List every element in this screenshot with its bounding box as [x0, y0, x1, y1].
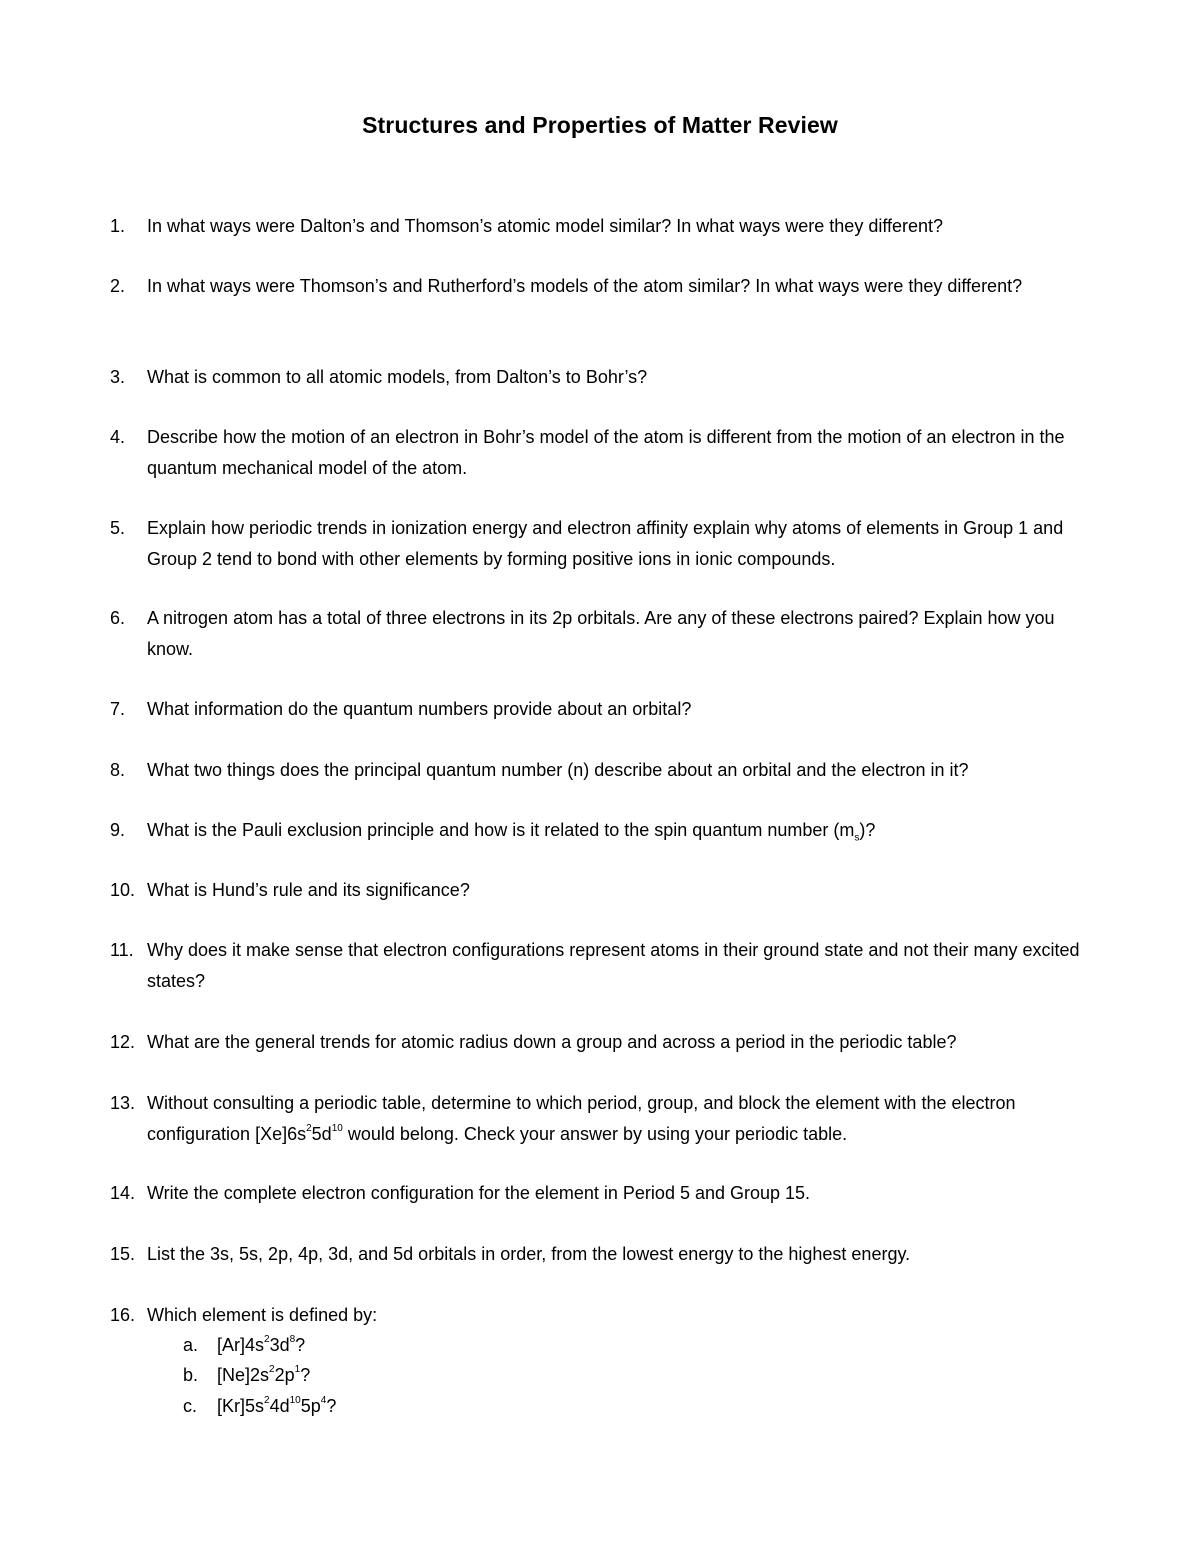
question-8	[110, 755, 1090, 786]
sub-item-text	[217, 1330, 305, 1360]
config-part: 2p	[274, 1365, 295, 1385]
question-text	[147, 1088, 1090, 1149]
sub-item-letter: b.	[183, 1365, 199, 1385]
question-12	[110, 1027, 1090, 1058]
question-number: 10.	[110, 880, 136, 900]
superscript: 8	[289, 1334, 296, 1345]
question-number: 7.	[110, 699, 126, 719]
sub-item-letter: a.	[183, 1335, 199, 1355]
question-number: 3.	[110, 367, 126, 387]
config-part: ?	[326, 1396, 337, 1416]
sub-item-a	[183, 1330, 305, 1360]
superscript: 10	[289, 1395, 301, 1406]
superscript: 2	[264, 1395, 270, 1406]
question-6	[110, 603, 1090, 664]
question-number: 12.	[110, 1032, 136, 1052]
question-15	[110, 1239, 1090, 1270]
question-text: In what ways were Dalton’s and Thomson’s atomic model similar? In what ways were they different?	[147, 216, 944, 236]
question-16	[110, 1300, 1090, 1331]
config-part: 5p	[300, 1396, 321, 1416]
question-number: 13.	[110, 1093, 136, 1113]
question-10	[110, 875, 1090, 906]
question-number: 15.	[110, 1244, 136, 1264]
superscript: 1	[294, 1364, 301, 1375]
question-4	[110, 422, 1090, 483]
question-text: List the 3s, 5s, 2p, 4p, 3d, and 5d orbitals in order, from the lowest energy to the highest energy.	[147, 1244, 911, 1264]
question-number: 5.	[110, 518, 126, 538]
question-9	[110, 815, 1090, 846]
question-text-part: )?	[859, 820, 876, 840]
question-7	[110, 694, 1090, 725]
sub-item-text	[217, 1391, 336, 1421]
question-2	[110, 271, 1090, 302]
question-14	[110, 1178, 1090, 1209]
question-number: 4.	[110, 427, 126, 447]
superscript: 2	[264, 1334, 270, 1345]
question-text-part: Without consulting a periodic table, determine to which period, group, and block the element with the electron configuration [Xe]6s	[147, 1093, 1016, 1144]
config-part: [Ar]4s	[217, 1335, 265, 1355]
question-text: Write the complete electron configuration for the element in Period 5 and Group 15.	[147, 1183, 811, 1203]
question-3	[110, 362, 1090, 393]
config-part: ?	[300, 1365, 311, 1385]
question-text-part: would belong. Check your answer by using your periodic table.	[342, 1123, 848, 1144]
question-5	[110, 513, 1090, 574]
question-number: 9.	[110, 820, 126, 840]
question-11	[110, 935, 1090, 996]
superscript: 10	[331, 1122, 343, 1134]
question-number: 1.	[110, 216, 126, 236]
question-text: A nitrogen atom has a total of three electrons in its 2p orbitals. Are any of these electrons paired? Explain how you know.	[147, 608, 1055, 659]
config-part: [Kr]5s	[217, 1396, 265, 1416]
superscript: 2	[306, 1122, 312, 1134]
question-text: What two things does the principal quantum number (n) describe about an orbital and the electron in it?	[147, 760, 969, 780]
question-number: 14.	[110, 1183, 136, 1203]
question-text-part: What is the Pauli exclusion principle and how is it related to the spin quantum number (m	[147, 820, 855, 840]
question-text: Describe how the motion of an electron in Bohr’s model of the atom is different from the motion of an electron in the quantum mechanical model of the atom.	[147, 427, 1065, 478]
question-text: What is common to all atomic models, from Dalton’s to Bohr’s?	[147, 367, 648, 387]
question-text	[147, 815, 1090, 846]
question-number: 2.	[110, 276, 126, 296]
question-text: Why does it make sense that electron configurations represent atoms in their ground state and not their many excited states?	[147, 940, 1080, 991]
sub-item-letter: c.	[183, 1396, 198, 1416]
question-text: Explain how periodic trends in ionization energy and electron affinity explain why atoms of elements in Group 1 and Group 2 tend to bond with other elements by forming positive ions in ionic compounds.	[147, 518, 1064, 569]
sub-item-b	[183, 1360, 310, 1390]
question-number: 11.	[110, 940, 134, 960]
superscript: 2	[269, 1364, 275, 1375]
question-13	[110, 1088, 1090, 1149]
config-part: 4d	[269, 1396, 290, 1416]
question-text: What information do the quantum numbers provide about an orbital?	[147, 699, 692, 719]
question-text: In what ways were Thomson’s and Rutherford’s models of the atom similar? In what ways were they different?	[147, 276, 1023, 296]
question-1	[110, 211, 1090, 242]
superscript: 4	[320, 1395, 327, 1406]
question-text: Which element is defined by:	[147, 1305, 378, 1325]
sub-item-text	[217, 1360, 310, 1390]
question-number: 8.	[110, 760, 126, 780]
config-part: [Ne]2s	[217, 1365, 270, 1385]
config-part: 3d	[269, 1335, 290, 1355]
page-title: Structures and Properties of Matter Review	[362, 112, 838, 138]
question-number: 6.	[110, 608, 126, 628]
question-number: 16.	[110, 1305, 136, 1325]
sub-item-c	[183, 1391, 336, 1421]
question-text-part: 5d	[311, 1123, 332, 1144]
config-part: ?	[295, 1335, 306, 1355]
subscript: s	[854, 832, 860, 844]
question-text: What is Hund’s rule and its significance?	[147, 880, 470, 900]
question-text: What are the general trends for atomic radius down a group and across a period in the periodic table?	[147, 1032, 957, 1052]
